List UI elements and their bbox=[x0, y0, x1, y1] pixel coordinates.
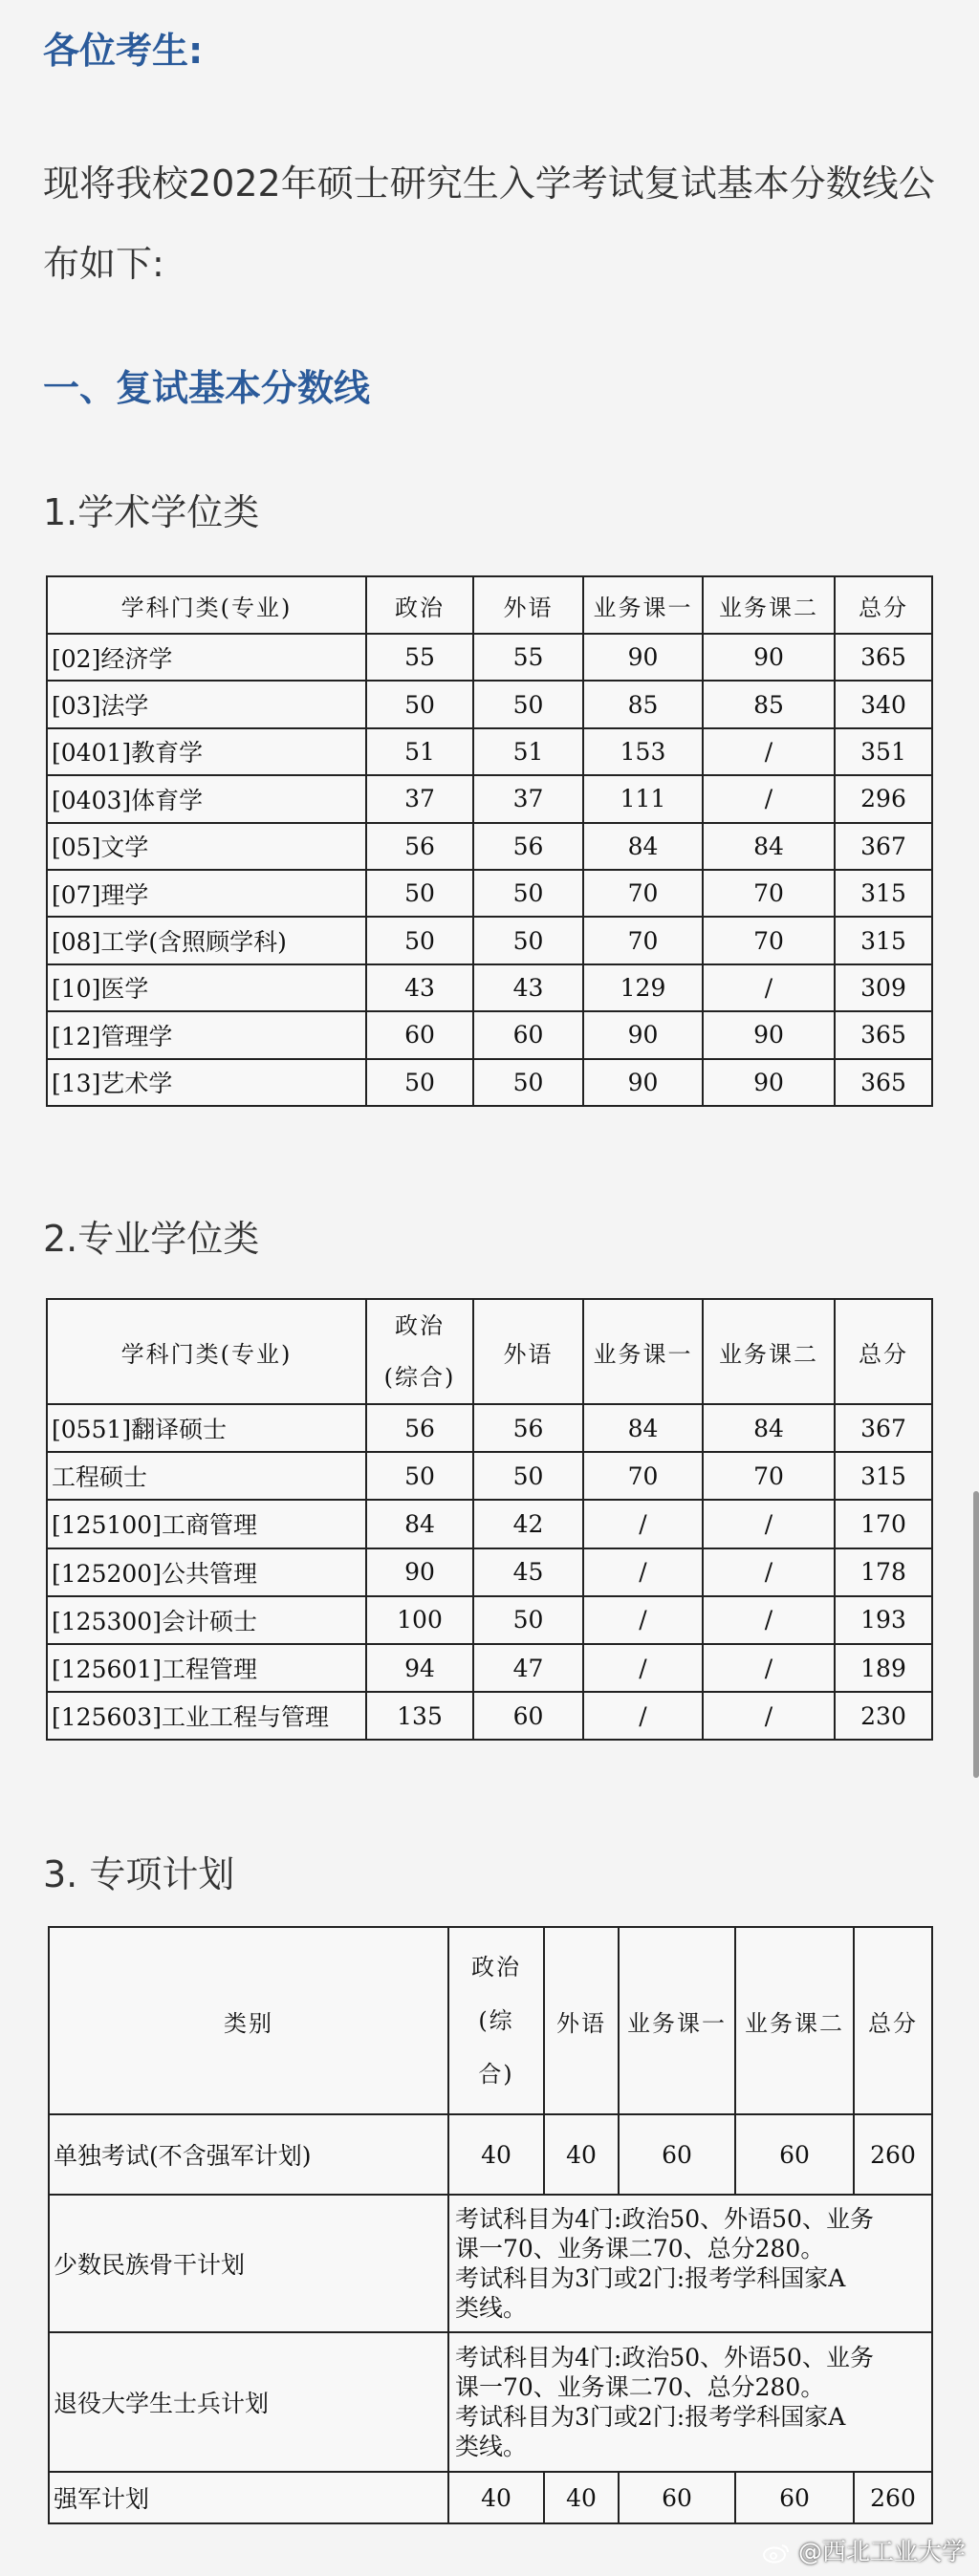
table-cell: 70 bbox=[583, 1452, 703, 1500]
table-cell: 153 bbox=[583, 728, 703, 775]
table-cell: / bbox=[703, 775, 835, 822]
table-cell: 50 bbox=[473, 870, 583, 917]
table-cell: [125300]会计硕士 bbox=[47, 1596, 366, 1644]
table-cell: 50 bbox=[366, 917, 473, 963]
table-cell: 90 bbox=[703, 634, 835, 681]
table-cell: 84 bbox=[703, 1404, 835, 1452]
table-row bbox=[47, 917, 932, 963]
intro-paragraph: 现将我校2022年硕士研究生入学考试复试基本分数线公布如下: bbox=[43, 162, 935, 285]
section-title: 一、复试基本分数线 bbox=[43, 367, 371, 409]
table-row bbox=[47, 1644, 932, 1692]
table-cell: 56 bbox=[366, 1404, 473, 1452]
header-cell: 业务课一 bbox=[619, 1927, 735, 2114]
header-cell bbox=[448, 1927, 544, 2114]
table-header-row bbox=[47, 576, 932, 634]
table-cell: 135 bbox=[366, 1692, 473, 1740]
table-cell: 强军计划 bbox=[49, 2472, 448, 2523]
table-cell: / bbox=[583, 1548, 703, 1596]
table-cell: 56 bbox=[366, 823, 473, 870]
header-cell: 业务课二 bbox=[703, 1299, 835, 1404]
table-cell: / bbox=[703, 1692, 835, 1740]
table-cell: 60 bbox=[619, 2114, 735, 2195]
table-cell: 70 bbox=[583, 917, 703, 963]
greeting: 各位考生: bbox=[43, 30, 204, 72]
scrollbar-thumb[interactable] bbox=[973, 1491, 979, 1778]
table-cell: / bbox=[703, 964, 835, 1011]
header-cell: 业务课一 bbox=[583, 576, 703, 634]
header-cell: 类别 bbox=[49, 1927, 448, 2114]
table-row bbox=[49, 2472, 932, 2523]
table-cell: 90 bbox=[583, 634, 703, 681]
table-cell: [0403]体育学 bbox=[47, 775, 366, 822]
header-cell bbox=[366, 1299, 473, 1404]
table-cell: / bbox=[703, 1500, 835, 1548]
note-line: 类线。 bbox=[455, 2433, 528, 2460]
table-cell: 60 bbox=[473, 1011, 583, 1058]
table-cell: 94 bbox=[366, 1644, 473, 1692]
table-cell: 84 bbox=[583, 823, 703, 870]
table-cell: 90 bbox=[366, 1548, 473, 1596]
table-cell: 85 bbox=[703, 681, 835, 727]
table-row bbox=[47, 634, 932, 681]
note-line: 考试科目为4门:政治50、外语50、业务 bbox=[455, 2344, 874, 2371]
table-row bbox=[47, 1011, 932, 1058]
watermark-text: @西北工业大学 bbox=[797, 2538, 966, 2565]
table-row bbox=[49, 2114, 932, 2195]
table-cell: 129 bbox=[583, 964, 703, 1011]
header-cell-line: 合) bbox=[478, 2061, 514, 2088]
table-cell: [07]理学 bbox=[47, 870, 366, 917]
table-cell: 43 bbox=[366, 964, 473, 1011]
table-cell: 50 bbox=[366, 870, 473, 917]
table-cell: [05]文学 bbox=[47, 823, 366, 870]
table-row bbox=[47, 964, 932, 1011]
table-cell: 退役大学生士兵计划 bbox=[49, 2332, 448, 2472]
table-cell: / bbox=[583, 1692, 703, 1740]
table-header-row bbox=[49, 1927, 932, 2114]
table-cell: 40 bbox=[544, 2472, 619, 2523]
header-cell: 业务课二 bbox=[735, 1927, 854, 2114]
table-cell: / bbox=[703, 1644, 835, 1692]
table-cell: / bbox=[703, 728, 835, 775]
note-line: 考试科目为3门或2门:报考学科国家A bbox=[455, 2264, 846, 2292]
header-cell: 总分 bbox=[854, 1927, 932, 2114]
table-cell: / bbox=[583, 1644, 703, 1692]
table-cell: 230 bbox=[835, 1692, 932, 1740]
table-cell: 70 bbox=[583, 870, 703, 917]
table-row bbox=[47, 681, 932, 727]
table-cell: [10]医学 bbox=[47, 964, 366, 1011]
table-row bbox=[47, 1404, 932, 1452]
table-cell: [0551]翻译硕士 bbox=[47, 1404, 366, 1452]
table-cell: 193 bbox=[835, 1596, 932, 1644]
table-cell: 100 bbox=[366, 1596, 473, 1644]
table-row bbox=[49, 2332, 932, 2472]
table-row bbox=[47, 728, 932, 775]
table-cell: [03]法学 bbox=[47, 681, 366, 727]
table-cell: [125603]工业工程与管理 bbox=[47, 1692, 366, 1740]
table-cell: 170 bbox=[835, 1500, 932, 1548]
table-cell: 309 bbox=[835, 964, 932, 1011]
table-cell: 260 bbox=[854, 2114, 932, 2195]
table-cell: 315 bbox=[835, 1452, 932, 1500]
header-cell: 业务课一 bbox=[583, 1299, 703, 1404]
table-cell: 90 bbox=[703, 1059, 835, 1106]
table-cell: [02]经济学 bbox=[47, 634, 366, 681]
table-cell: 315 bbox=[835, 917, 932, 963]
table-cell: 42 bbox=[473, 1500, 583, 1548]
note-line: 类线。 bbox=[455, 2294, 528, 2322]
table-cell: 367 bbox=[835, 823, 932, 870]
table-cell: 43 bbox=[473, 964, 583, 1011]
table-cell: / bbox=[703, 1596, 835, 1644]
note-cell bbox=[448, 2332, 932, 2472]
table-cell: 296 bbox=[835, 775, 932, 822]
table-row bbox=[47, 1452, 932, 1500]
table-cell: 60 bbox=[619, 2472, 735, 2523]
header-cell: 外语 bbox=[473, 1299, 583, 1404]
table-cell: 55 bbox=[366, 634, 473, 681]
header-cell-line: (综 bbox=[478, 2007, 514, 2034]
table-cell: 84 bbox=[583, 1404, 703, 1452]
table-row bbox=[47, 1059, 932, 1106]
table-header-row bbox=[47, 1299, 932, 1404]
header-cell: 业务课二 bbox=[703, 576, 835, 634]
table-cell: 70 bbox=[703, 917, 835, 963]
table-cell: 260 bbox=[854, 2472, 932, 2523]
table-row bbox=[47, 1692, 932, 1740]
table-row bbox=[47, 1500, 932, 1548]
table-cell: 50 bbox=[473, 917, 583, 963]
weibo-watermark bbox=[762, 2533, 966, 2567]
note-cell bbox=[448, 2195, 932, 2332]
table-cell: 40 bbox=[448, 2472, 544, 2523]
table-cell: 50 bbox=[366, 681, 473, 727]
header-cell: 总分 bbox=[835, 576, 932, 634]
table-row bbox=[47, 870, 932, 917]
table-cell: 50 bbox=[473, 1059, 583, 1106]
table-row bbox=[47, 1596, 932, 1644]
note-line: 考试科目为3门或2门:报考学科国家A bbox=[455, 2403, 846, 2431]
table-cell: 367 bbox=[835, 1404, 932, 1452]
table-cell: [125200]公共管理 bbox=[47, 1548, 366, 1596]
table-cell: 315 bbox=[835, 870, 932, 917]
table-cell: 365 bbox=[835, 1011, 932, 1058]
professional-title: 2.专业学位类 bbox=[43, 1218, 260, 1260]
note-line: 考试科目为4门:政治50、外语50、业务 bbox=[455, 2205, 874, 2233]
professional-score-table bbox=[46, 1298, 933, 1741]
header-cell: 政治 bbox=[366, 576, 473, 634]
table-cell: 60 bbox=[735, 2472, 854, 2523]
table-cell: 56 bbox=[473, 1404, 583, 1452]
table-cell: 84 bbox=[703, 823, 835, 870]
header-cell: 总分 bbox=[835, 1299, 932, 1404]
table-row bbox=[49, 2195, 932, 2332]
table-cell: [12]管理学 bbox=[47, 1011, 366, 1058]
note-line: 课一70、业务课二70、总分280。 bbox=[455, 2373, 825, 2401]
table-cell: 47 bbox=[473, 1644, 583, 1692]
table-cell: 365 bbox=[835, 1059, 932, 1106]
table-cell: / bbox=[703, 1548, 835, 1596]
header-cell: 学科门类(专业) bbox=[47, 1299, 366, 1404]
special-title: 3. 专项计划 bbox=[43, 1853, 235, 1895]
table-cell: [08]工学(含照顾学科) bbox=[47, 917, 366, 963]
table-cell: 少数民族骨干计划 bbox=[49, 2195, 448, 2332]
header-cell: 外语 bbox=[544, 1927, 619, 2114]
header-cell-line: 政治 bbox=[471, 1954, 521, 1981]
table-cell: [13]艺术学 bbox=[47, 1059, 366, 1106]
table-cell: 90 bbox=[703, 1011, 835, 1058]
table-cell: 51 bbox=[366, 728, 473, 775]
table-cell: 365 bbox=[835, 634, 932, 681]
table-cell: 351 bbox=[835, 728, 932, 775]
weibo-icon bbox=[762, 2543, 791, 2564]
academic-title: 1.学术学位类 bbox=[43, 491, 260, 533]
table-cell: 单独考试(不含强军计划) bbox=[49, 2114, 448, 2195]
table-cell: [125601]工程管理 bbox=[47, 1644, 366, 1692]
table-cell: 工程硕士 bbox=[47, 1452, 366, 1500]
table-cell: 90 bbox=[583, 1059, 703, 1106]
table-cell: 60 bbox=[473, 1692, 583, 1740]
table-cell: 50 bbox=[473, 1596, 583, 1644]
table-cell: 60 bbox=[735, 2114, 854, 2195]
table-cell: 111 bbox=[583, 775, 703, 822]
table-cell: 51 bbox=[473, 728, 583, 775]
table-cell: 70 bbox=[703, 870, 835, 917]
table-cell: 189 bbox=[835, 1644, 932, 1692]
table-row bbox=[47, 775, 932, 822]
table-cell: 178 bbox=[835, 1548, 932, 1596]
table-cell: 50 bbox=[473, 1452, 583, 1500]
table-cell: 60 bbox=[366, 1011, 473, 1058]
table-cell: 37 bbox=[473, 775, 583, 822]
table-cell: 85 bbox=[583, 681, 703, 727]
table-cell: 70 bbox=[703, 1452, 835, 1500]
table-cell: / bbox=[583, 1596, 703, 1644]
special-plan-table bbox=[48, 1926, 933, 2524]
note-line: 课一70、业务课二70、总分280。 bbox=[455, 2235, 825, 2262]
table-cell: 37 bbox=[366, 775, 473, 822]
table-cell: 40 bbox=[448, 2114, 544, 2195]
table-cell: 50 bbox=[366, 1452, 473, 1500]
header-cell: 学科门类(专业) bbox=[47, 576, 366, 634]
table-cell: 45 bbox=[473, 1548, 583, 1596]
table-cell: [125100]工商管理 bbox=[47, 1500, 366, 1548]
table-cell: / bbox=[583, 1500, 703, 1548]
table-cell: 50 bbox=[366, 1059, 473, 1106]
table-cell: 56 bbox=[473, 823, 583, 870]
academic-score-table bbox=[46, 575, 933, 1107]
table-cell: 90 bbox=[583, 1011, 703, 1058]
table-cell: 340 bbox=[835, 681, 932, 727]
table-cell: 55 bbox=[473, 634, 583, 681]
table-row bbox=[47, 1548, 932, 1596]
table-cell: 50 bbox=[473, 681, 583, 727]
table-cell: 40 bbox=[544, 2114, 619, 2195]
table-cell: 84 bbox=[366, 1500, 473, 1548]
table-cell: [0401]教育学 bbox=[47, 728, 366, 775]
table-row bbox=[47, 823, 932, 870]
header-cell: 外语 bbox=[473, 576, 583, 634]
header-cell-line: 政治 bbox=[395, 1312, 445, 1339]
header-cell-line: (综合) bbox=[383, 1364, 456, 1391]
